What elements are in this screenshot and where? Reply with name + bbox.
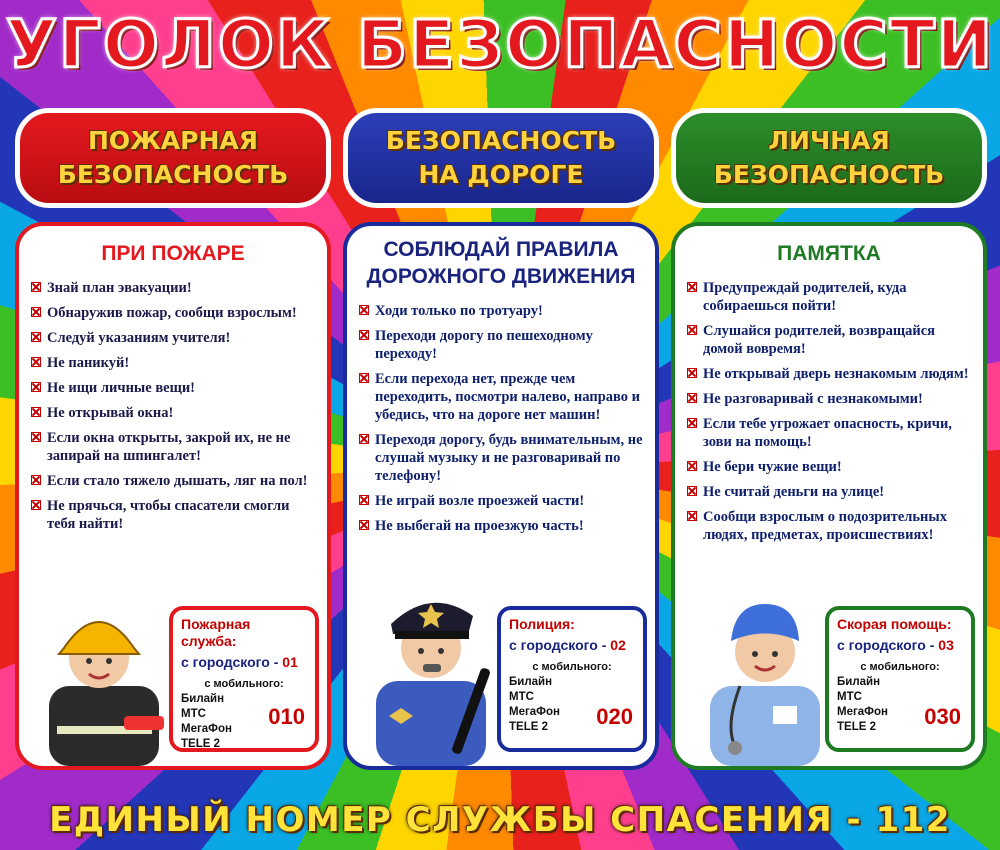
header-fire-safety: ПОЖАРНАЯ БЕЗОПАСНОСТЬ [15,108,331,208]
rule-list [19,279,327,533]
city-number: с городского - 02 [509,637,626,653]
checkbox-cross-icon [687,393,697,403]
rule-item: Не ищи личные вещи! [31,379,319,397]
rule-item: Сообщи взрослым о подозрительных людях, предметах, происшествиях! [687,508,975,544]
checkbox-cross-icon [687,418,697,428]
police-child-illustration [361,576,501,766]
rule-item: Не паникуй! [31,354,319,372]
rule-item: Переходя дорогу, будь внимательным, не слушай музыку и не разговаривай по телефону! [359,431,647,485]
rule-item: Ходи только по тротуару! [359,302,647,320]
header-personal-safety: ЛИЧНАЯ БЕЗОПАСНОСТЬ [671,108,987,208]
rule-item: Переходи дорогу по пешеходному переходу! [359,327,647,363]
city-number: с городского - 03 [837,637,954,653]
checkbox-cross-icon [687,368,697,378]
rule-item: Не играй возле проезжей части! [359,492,647,510]
rule-item: Не прячься, чтобы спасатели смогли тебя найти! [31,497,319,533]
firefighter-child-illustration [29,596,179,766]
rule-item: Не разговаривай с незнакомыми! [687,390,975,408]
checkbox-cross-icon [687,511,697,521]
operators-list: Билайн МТС МегаФон TELE 2 [181,693,232,750]
checkbox-cross-icon [31,332,41,342]
mobile-number: 010 [268,704,305,729]
rule-item: Предупреждай родителей, куда собираешься пойти! [687,279,975,315]
rule-item: Не открывай окна! [31,404,319,422]
checkbox-cross-icon [359,434,369,444]
rule-item: Если перехода нет, прежде чем переходить, посмотри налево, направо и убедись, что на дороге нет машин! [359,370,647,424]
rule-list [675,279,983,544]
poster-title: УГОЛОК БЕЗОПАСНОСТИ [5,6,995,83]
rule-list [347,302,655,535]
checkbox-cross-icon [359,305,369,315]
emergency-contact-fire [169,606,319,752]
panel-road [343,222,659,770]
doctor-child-illustration [695,586,835,766]
operators-list: Билайн МТС МегаФон TELE 2 [837,676,888,733]
header-road-safety: БЕЗОПАСНОСТЬ НА ДОРОГЕ [343,108,659,208]
checkbox-cross-icon [31,357,41,367]
checkbox-cross-icon [31,500,41,510]
operators-list: Билайн МТС МегаФон TELE 2 [509,676,560,733]
rule-item: Не считай деньги на улице! [687,483,975,501]
checkbox-cross-icon [359,520,369,530]
panel-title: ПРИ ПОЖАРЕ [101,242,245,265]
rule-item: Не бери чужие вещи! [687,458,975,476]
checkbox-cross-icon [359,495,369,505]
checkbox-cross-icon [687,325,697,335]
rule-item: Если тебе угрожает опасность, кричи, зови на помощь! [687,415,975,451]
mobile-number: 020 [596,704,633,729]
panel-title: ПАМЯТКА [777,242,881,265]
mobile-label: с мобильного: [860,661,940,673]
panel-fire [15,222,331,770]
emergency-contact-ambulance [825,606,975,752]
emergency-contact-police [497,606,647,752]
checkbox-cross-icon [31,307,41,317]
rule-item: Слушайся родителей, возвращайся домой вовремя! [687,322,975,358]
checkbox-cross-icon [31,432,41,442]
checkbox-cross-icon [687,486,697,496]
service-name: Пожарная служба: [181,616,251,649]
service-name: Полиция: [509,616,575,632]
checkbox-cross-icon [687,461,697,471]
rule-item: Не открывай дверь незнакомым людям! [687,365,975,383]
service-name: Скорая помощь: [837,616,952,632]
city-number: с городского - 01 [181,654,298,670]
checkbox-cross-icon [687,282,697,292]
checkbox-cross-icon [31,382,41,392]
rule-item: Не выбегай на проезжую часть! [359,517,647,535]
mobile-number: 030 [924,704,961,729]
rule-item: Если стало тяжело дышать, ляг на пол! [31,472,319,490]
mobile-label: с мобильного: [532,661,612,673]
rule-item: Знай план эвакуации! [31,279,319,297]
footer-rescue-number: ЕДИНЫЙ НОМЕР СЛУЖБЫ СПАСЕНИЯ - 112 [49,800,951,840]
checkbox-cross-icon [31,475,41,485]
mobile-label: с мобильного: [204,678,284,690]
rule-item: Обнаружив пожар, сообщи взрослым! [31,304,319,322]
checkbox-cross-icon [359,330,369,340]
checkbox-cross-icon [31,407,41,417]
rule-item: Если окна открыты, закрой их, не не запирай на шпингалет! [31,429,319,465]
panel-personal [671,222,987,770]
checkbox-cross-icon [359,373,369,383]
rule-item: Следуй указаниям учителя! [31,329,319,347]
checkbox-cross-icon [31,282,41,292]
panel-title: СОБЛЮДАЙ ПРАВИЛА ДОРОЖНОГО ДВИЖЕНИЯ [366,238,636,288]
